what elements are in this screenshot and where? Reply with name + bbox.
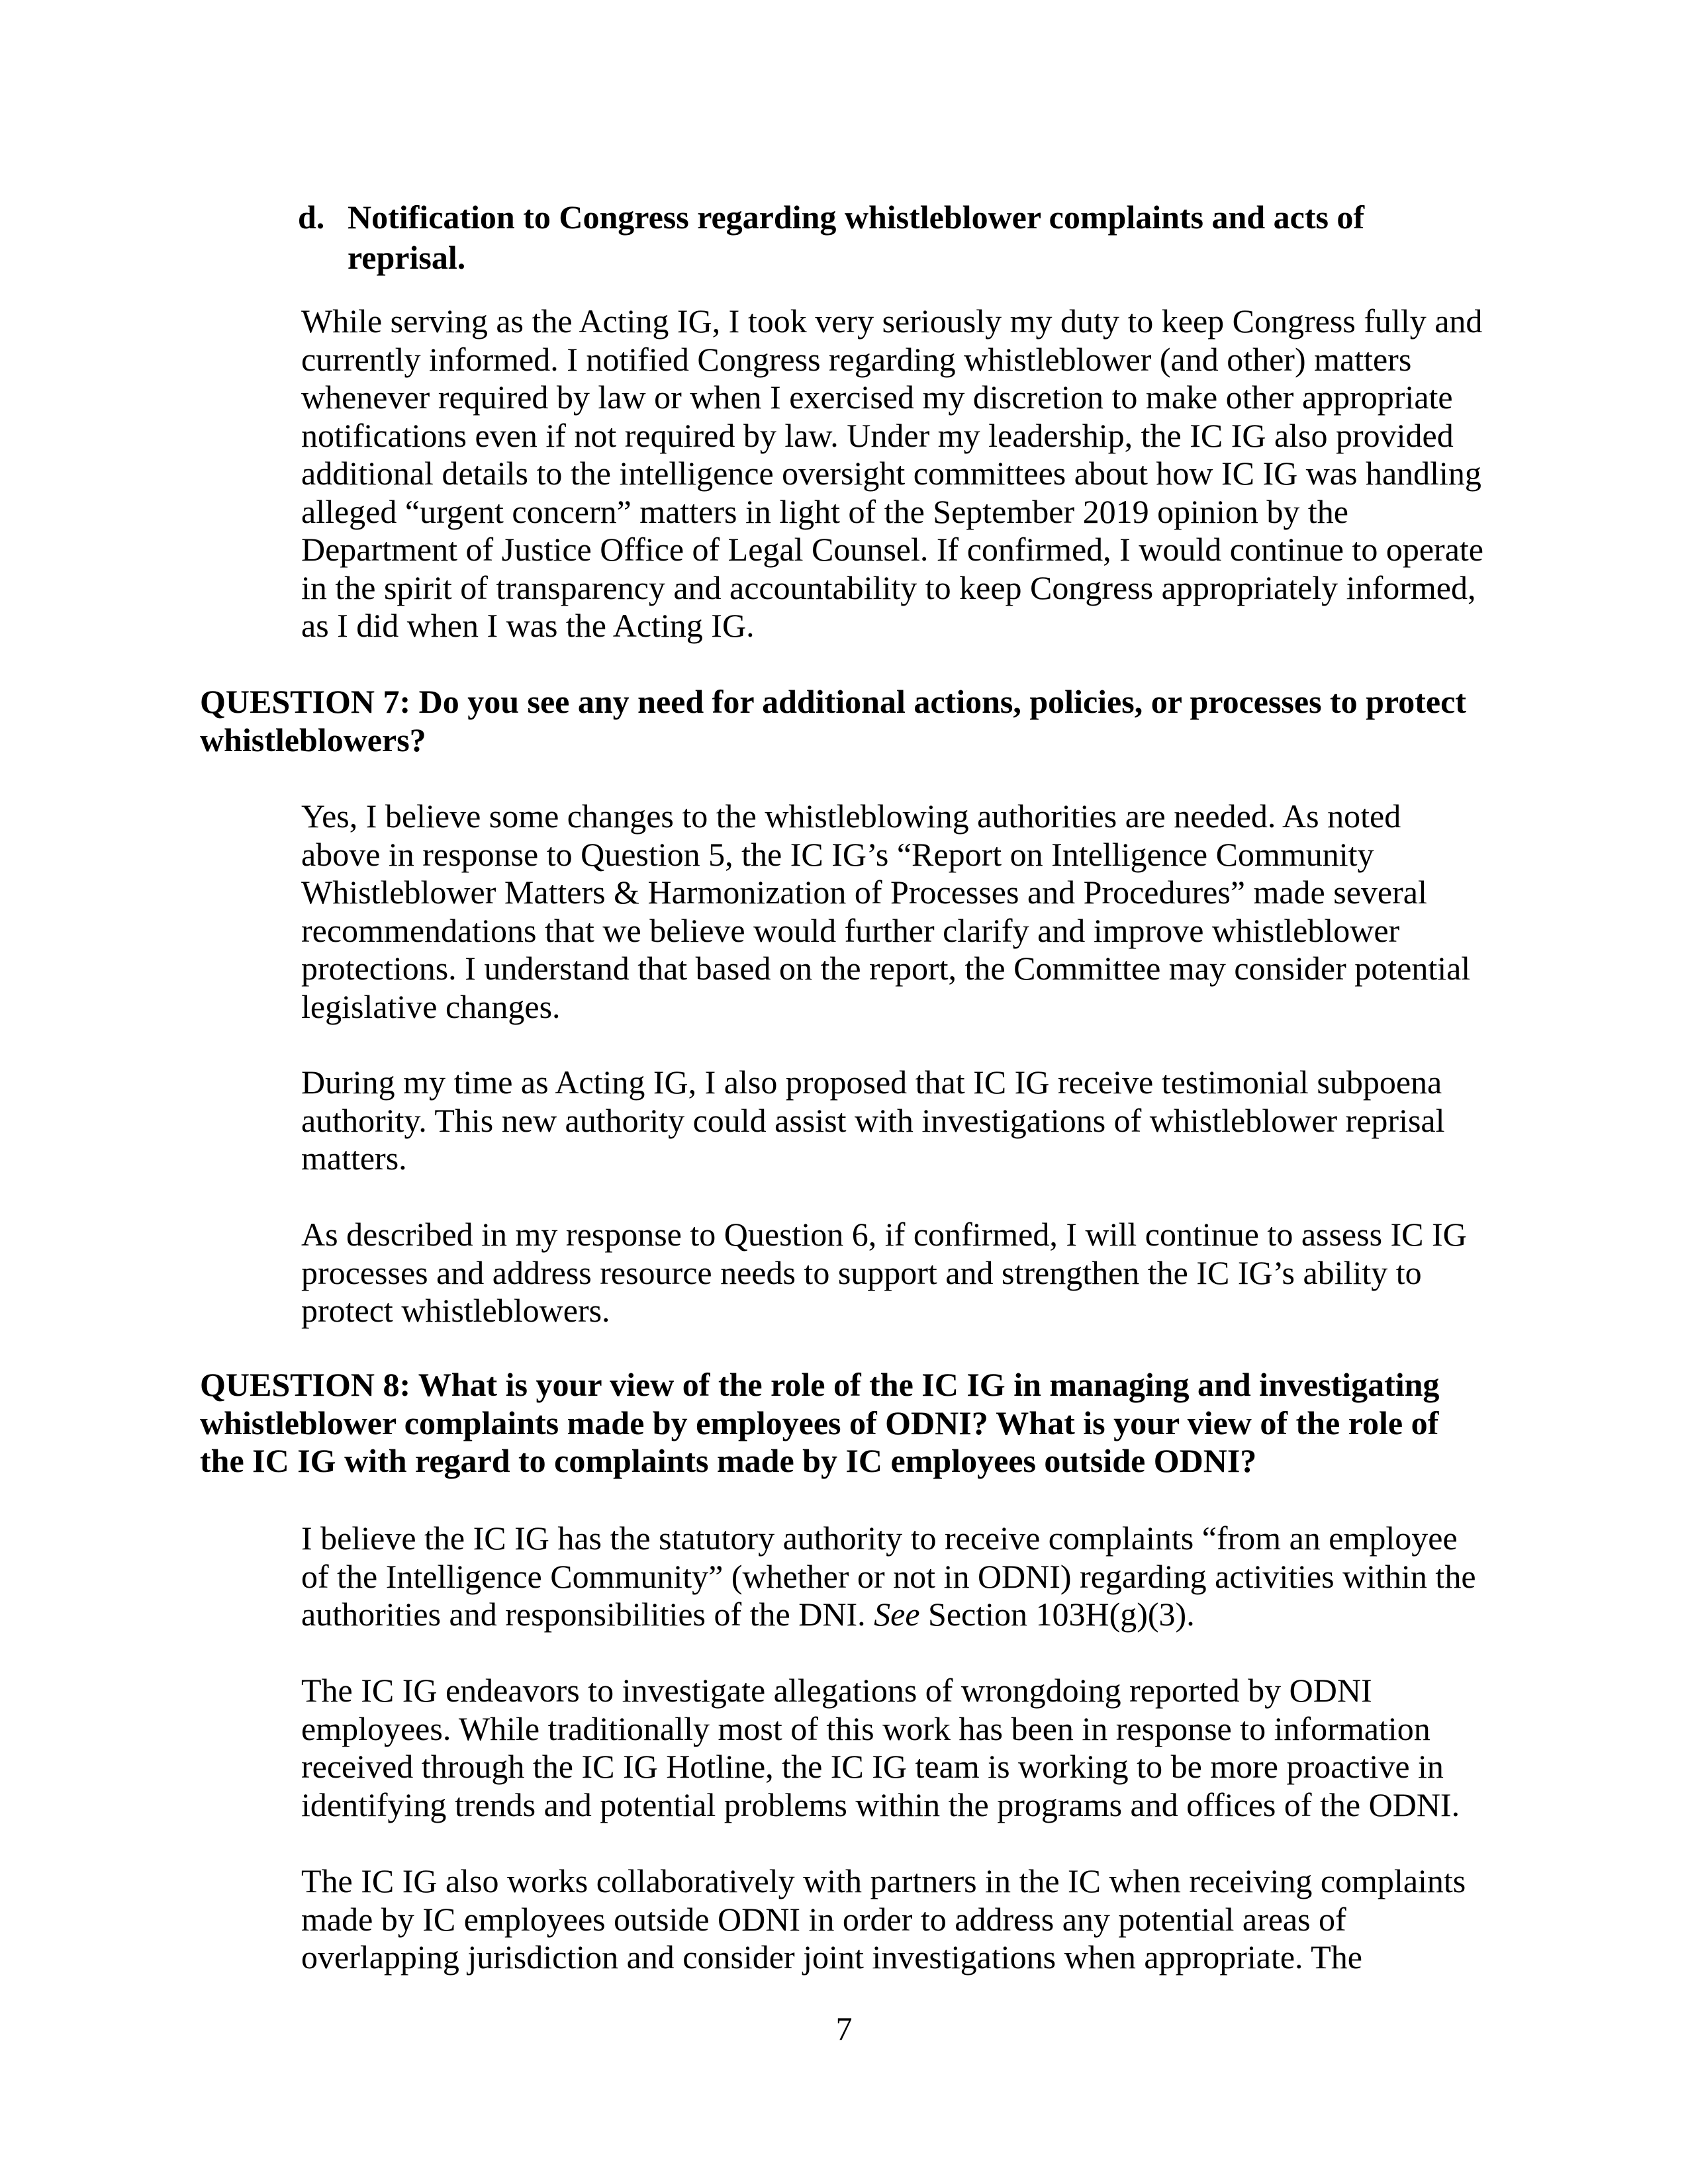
question-8-answer-2 [301, 1672, 1460, 1824]
text-line: currently informed. I notified Congress regarding whistleblower (and other) matters [301, 340, 1412, 378]
text-line: As described in my response to Question 6, if confirmed, I will continue to assess IC IG [301, 1216, 1467, 1253]
text-line: additional details to the intelligence oversight committees about how IC IG was handling [301, 455, 1481, 492]
text-line: notifications even if not required by law. Under my leadership, the IC IG also provided [301, 416, 1454, 454]
text-line: protections. I understand that based on the report, the Committee may consider potential [301, 950, 1471, 987]
text-line: Whistleblower Matters & Harmonization of Processes and Procedures” made several [301, 874, 1427, 911]
section-d-heading [298, 197, 1364, 278]
text-line: employees. While traditionally most of this work has been in response to information [301, 1709, 1430, 1747]
text-line: in the spirit of transparency and accountability to keep Congress appropriately informed, [301, 569, 1476, 606]
question-line: QUESTION 8: What is your view of the role of the IC IG in managing and investigating [200, 1366, 1440, 1403]
text-line: While serving as the Acting IG, I took very seriously my duty to keep Congress fully and [301, 302, 1483, 340]
text-line: of the Intelligence Community” (whether or not in ODNI) regarding activities within the [301, 1557, 1476, 1595]
heading-line: Notification to Congress regarding whistleblower complaints and acts of [348, 199, 1365, 236]
text-line: The IC IG also works collaboratively with partners in the IC when receiving complaints [301, 1862, 1466, 1899]
question-8-answer-3 [301, 1862, 1466, 1977]
question-7-answer-2 [301, 1064, 1445, 1178]
text-run: authorities and responsibilities of the DNI. [301, 1596, 874, 1633]
text-line: Department of Justice Office of Legal Counsel. If confirmed, I would continue to operate [301, 531, 1483, 568]
question-8-heading [200, 1366, 1439, 1480]
citation-signal-see: See [874, 1596, 920, 1633]
text-line: made by IC employees outside ODNI in order to address any potential areas of [301, 1900, 1346, 1938]
text-run: Section 103H(g)(3). [919, 1596, 1195, 1633]
text-line: identifying trends and potential problems within the programs and offices of the ODNI. [301, 1786, 1460, 1823]
text-line: authority. This new authority could assist with investigations of whistleblower reprisal [301, 1101, 1445, 1139]
text-line: Yes, I believe some changes to the whistleblowing authorities are needed. As noted [301, 797, 1401, 835]
text-line: above in response to Question 5, the IC IG’s “Report on Intelligence Community [301, 835, 1374, 873]
text-line: as I did when I was the Acting IG. [301, 607, 755, 644]
heading-line: reprisal. [348, 239, 466, 276]
page-number: 7 [835, 2010, 853, 2047]
text-line: The IC IG endeavors to investigate allegations of wrongdoing reported by ODNI [301, 1672, 1372, 1709]
question-line: the IC IG with regard to complaints made by IC employees outside ODNI? [200, 1442, 1257, 1479]
question-line: QUESTION 7: Do you see any need for additional actions, policies, or processes to protect [200, 683, 1466, 720]
text-line: matters. [301, 1140, 407, 1177]
text-line: recommendations that we believe would further clarify and improve whistleblower [301, 911, 1400, 949]
text-line: received through the IC IG Hotline, the IC IG team is working to be more proactive in [301, 1748, 1444, 1785]
text-line: During my time as Acting IG, I also proposed that IC IG receive testimonial subpoena [301, 1064, 1442, 1101]
question-line: whistleblower complaints made by employees of ODNI? What is your view of the role of [200, 1404, 1439, 1441]
text-line: legislative changes. [301, 987, 561, 1025]
question-line: whistleblowers? [200, 721, 426, 758]
text-line: processes and address resource needs to support and strengthen the IC IG’s ability to [301, 1253, 1422, 1291]
question-7-answer-1 [301, 797, 1470, 1026]
text-line: whenever required by law or when I exercised my discretion to make other appropriate [301, 379, 1453, 416]
text-line-with-citation [301, 1596, 1476, 1634]
list-marker: d. [298, 199, 325, 236]
question-8-answer-1 [301, 1520, 1476, 1634]
text-line: protect whistleblowers. [301, 1292, 610, 1329]
text-line: alleged “urgent concern” matters in light of the September 2019 opinion by the [301, 492, 1348, 530]
section-d-title [348, 197, 1364, 278]
text-line: overlapping jurisdiction and consider joint investigations when appropriate. The [301, 1938, 1362, 1976]
paragraph-notification [301, 302, 1483, 645]
question-7-answer-3 [301, 1216, 1467, 1330]
question-7-heading [200, 683, 1466, 759]
text-line: I believe the IC IG has the statutory authority to receive complaints “from an employee [301, 1520, 1458, 1557]
